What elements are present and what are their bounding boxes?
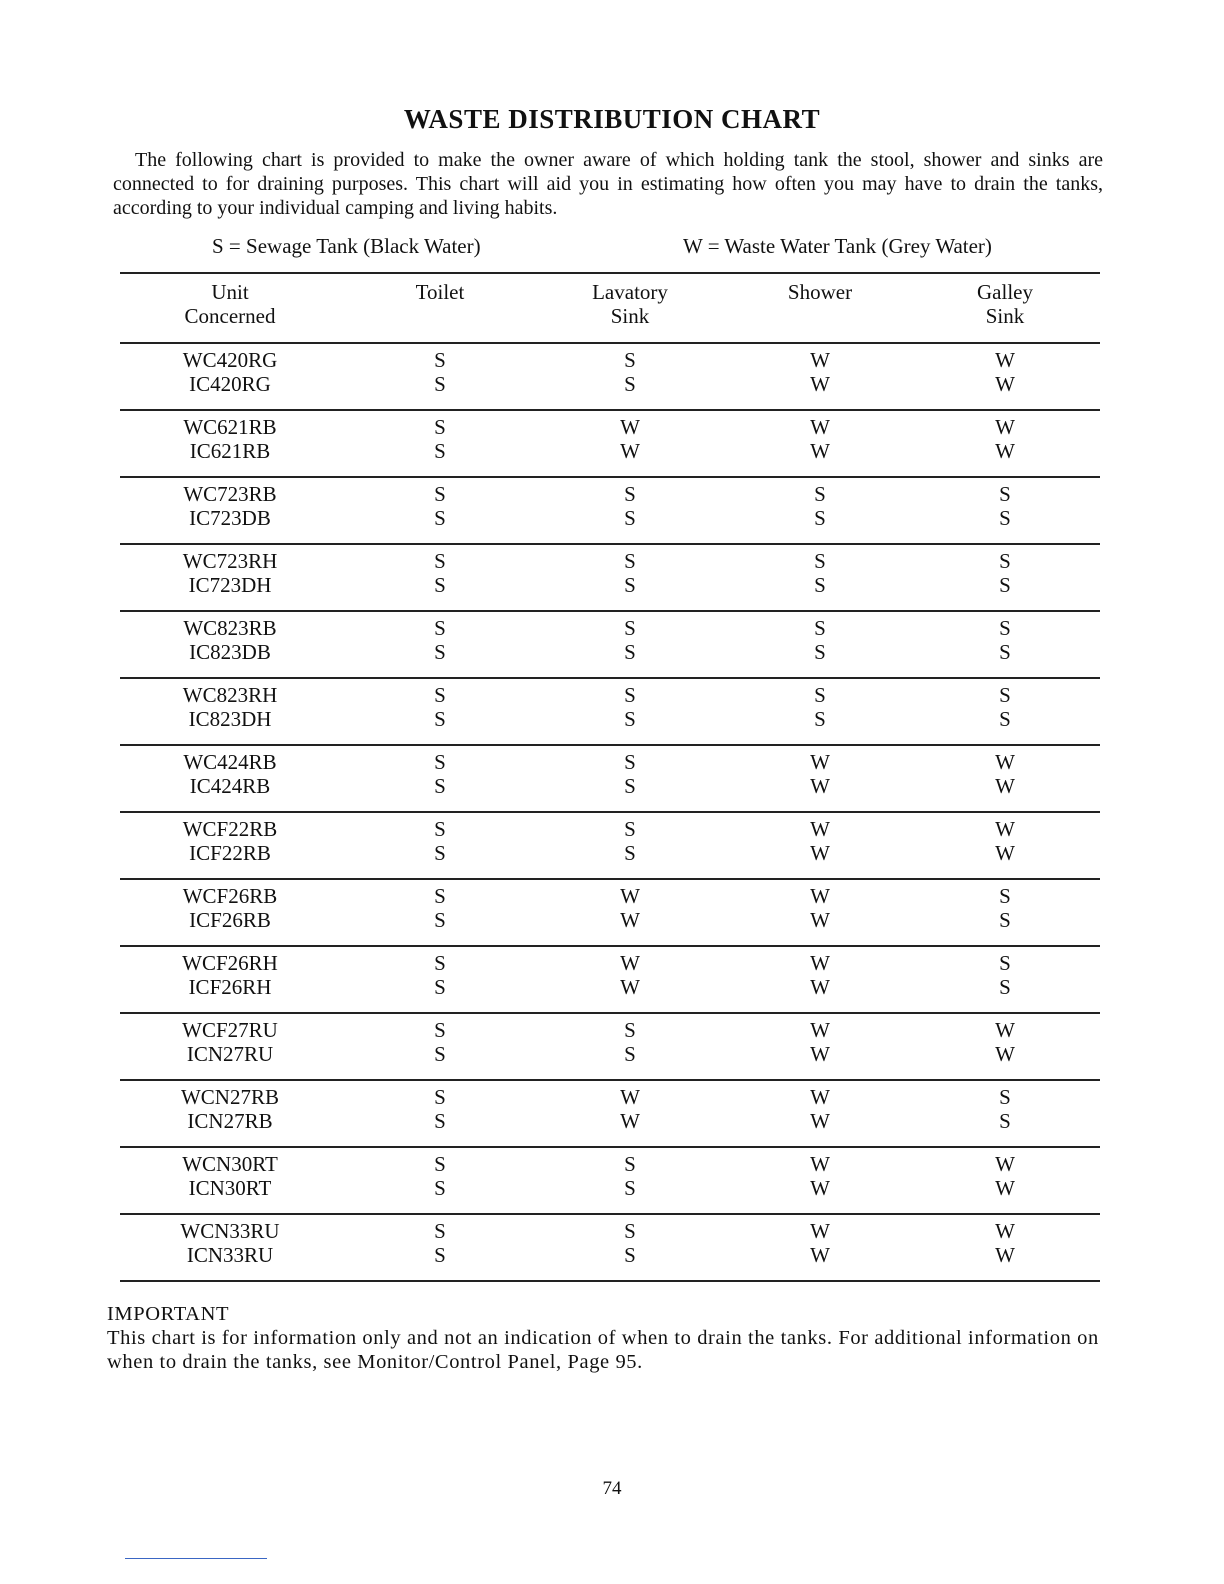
toilet-cell-value: S xyxy=(434,1243,446,1267)
toilet-cell-value: S xyxy=(434,707,446,731)
shower-cell-value: W xyxy=(810,415,830,439)
unit-cell-value: WCN33RU xyxy=(180,1219,280,1243)
unit-cell xyxy=(150,549,310,597)
unit-cell-value: IC723DH xyxy=(188,573,272,597)
important-text: This chart is for information only and not an indication of when to drain the tanks. For additional information on when to drain the tanks, see Monitor/Control Panel, Page 95. xyxy=(107,1327,1099,1373)
galley-cell-value: S xyxy=(999,640,1011,664)
toilet-cell-value: S xyxy=(434,348,446,372)
toilet-cell-value: S xyxy=(434,908,446,932)
lavatory-cell-value: S xyxy=(624,817,636,841)
header-galley-line-2: Sink xyxy=(985,304,1025,328)
shower-cell-value: W xyxy=(810,1176,830,1200)
important-note xyxy=(107,1302,1102,1374)
galley-cell-value: W xyxy=(995,750,1015,774)
shower-cell-value: W xyxy=(810,372,830,396)
lavatory-cell xyxy=(570,1085,690,1133)
shower-cell-value: W xyxy=(810,439,830,463)
table-rule xyxy=(120,1280,1100,1282)
galley-cell-value: S xyxy=(999,707,1011,731)
toilet-cell-value: S xyxy=(434,506,446,530)
header-toilet-line-1: Toilet xyxy=(415,280,465,304)
toilet-cell-value: S xyxy=(434,750,446,774)
galley-cell xyxy=(950,750,1060,798)
galley-cell-value: W xyxy=(995,841,1015,865)
unit-cell-value: IC424RB xyxy=(189,774,271,798)
header-unit-line-1: Unit xyxy=(211,280,249,304)
lavatory-cell-value: S xyxy=(624,683,636,707)
unit-cell-value: ICF26RH xyxy=(188,975,272,999)
lavatory-cell-value: S xyxy=(624,482,636,506)
toilet-cell-value: S xyxy=(434,640,446,664)
galley-cell-value: S xyxy=(999,884,1011,908)
lavatory-cell-value: W xyxy=(620,1085,640,1109)
header-lavatory-line-1: Lavatory xyxy=(592,280,668,304)
shower-cell xyxy=(760,1085,880,1133)
unit-cell xyxy=(150,884,310,932)
shower-cell xyxy=(760,750,880,798)
toilet-cell-value: S xyxy=(434,683,446,707)
unit-cell-value: WCF26RH xyxy=(182,951,278,975)
galley-cell-value: S xyxy=(999,573,1011,597)
header-galley xyxy=(950,280,1060,328)
unit-cell-value: WCF26RB xyxy=(182,884,278,908)
unit-cell-value: IC621RB xyxy=(189,439,271,463)
table-row-group xyxy=(120,1148,1100,1213)
unit-cell-value: ICN30RT xyxy=(188,1176,272,1200)
unit-cell-value: WC823RB xyxy=(183,616,277,640)
lavatory-cell-value: W xyxy=(620,884,640,908)
toilet-cell-value: S xyxy=(434,817,446,841)
toilet-cell-value: S xyxy=(434,372,446,396)
toilet-cell xyxy=(390,482,490,530)
toilet-cell xyxy=(390,1085,490,1133)
toilet-cell xyxy=(390,750,490,798)
toilet-cell-value: S xyxy=(434,616,446,640)
galley-cell-value: W xyxy=(995,817,1015,841)
shower-cell-value: S xyxy=(814,482,826,506)
lavatory-cell xyxy=(570,683,690,731)
toilet-cell xyxy=(390,1152,490,1200)
galley-cell-value: W xyxy=(995,774,1015,798)
galley-cell-value: S xyxy=(999,1109,1011,1133)
galley-cell xyxy=(950,415,1060,463)
legend-sewage: S = Sewage Tank (Black Water) xyxy=(212,234,481,258)
unit-cell-value: ICN27RB xyxy=(187,1109,273,1133)
unit-cell-value: WCN30RT xyxy=(182,1152,278,1176)
lavatory-cell-value: W xyxy=(620,1109,640,1133)
unit-cell xyxy=(150,1018,310,1066)
unit-cell-value: WCF22RB xyxy=(182,817,278,841)
galley-cell xyxy=(950,951,1060,999)
header-lavatory-line-2: Sink xyxy=(610,304,650,328)
lavatory-cell xyxy=(570,549,690,597)
unit-cell-value: IC823DH xyxy=(188,707,272,731)
unit-cell xyxy=(150,683,310,731)
intro-paragraph: The following chart is provided to make the owner aware of which holding tank the stool, shower and sinks are connected to for draining purposes. This chart will aid you in estimating how often you may have to drain the tanks, according to your individual camping and living habits. xyxy=(113,149,1103,219)
shower-cell-value: W xyxy=(810,951,830,975)
shower-cell xyxy=(760,348,880,396)
header-shower xyxy=(760,280,880,304)
shower-cell-value: S xyxy=(814,640,826,664)
shower-cell xyxy=(760,683,880,731)
unit-cell-value: WC723RH xyxy=(182,549,278,573)
toilet-cell-value: S xyxy=(434,884,446,908)
shower-cell xyxy=(760,549,880,597)
lavatory-cell-value: S xyxy=(624,1042,636,1066)
galley-cell-value: W xyxy=(995,1219,1015,1243)
toilet-cell-value: S xyxy=(434,415,446,439)
shower-cell-value: S xyxy=(814,506,826,530)
toilet-cell-value: S xyxy=(434,482,446,506)
lavatory-cell-value: S xyxy=(624,616,636,640)
galley-cell xyxy=(950,549,1060,597)
lavatory-cell-value: S xyxy=(624,573,636,597)
unit-cell-value: WC420RG xyxy=(182,348,278,372)
lavatory-cell xyxy=(570,750,690,798)
unit-cell-value: ICF26RB xyxy=(189,908,271,932)
lavatory-cell xyxy=(570,1219,690,1267)
unit-cell xyxy=(150,616,310,664)
header-unit xyxy=(150,280,310,328)
toilet-cell xyxy=(390,616,490,664)
galley-cell-value: W xyxy=(995,1243,1015,1267)
lavatory-cell-value: S xyxy=(624,1018,636,1042)
shower-cell-value: W xyxy=(810,774,830,798)
unit-cell-value: IC420RG xyxy=(189,372,271,396)
lavatory-cell-value: W xyxy=(620,975,640,999)
shower-cell xyxy=(760,616,880,664)
galley-cell-value: S xyxy=(999,1085,1011,1109)
lavatory-cell-value: S xyxy=(624,1243,636,1267)
toilet-cell xyxy=(390,884,490,932)
shower-cell xyxy=(760,482,880,530)
toilet-cell-value: S xyxy=(434,549,446,573)
toilet-cell xyxy=(390,1018,490,1066)
table-row-group xyxy=(120,1014,1100,1079)
header-galley-line-1: Galley xyxy=(977,280,1033,304)
galley-cell xyxy=(950,482,1060,530)
table-row-group xyxy=(120,612,1100,677)
lavatory-cell-value: S xyxy=(624,774,636,798)
unit-cell xyxy=(150,817,310,865)
lavatory-cell-value: S xyxy=(624,1176,636,1200)
lavatory-cell-value: S xyxy=(624,1152,636,1176)
toilet-cell-value: S xyxy=(434,573,446,597)
table-row-group xyxy=(120,1215,1100,1280)
toilet-cell-value: S xyxy=(434,1018,446,1042)
table-row-group xyxy=(120,813,1100,878)
toilet-cell xyxy=(390,415,490,463)
shower-cell xyxy=(760,817,880,865)
shower-cell xyxy=(760,1152,880,1200)
lavatory-cell-value: W xyxy=(620,951,640,975)
shower-cell-value: W xyxy=(810,750,830,774)
lavatory-cell xyxy=(570,817,690,865)
page-title: WASTE DISTRIBUTION CHART xyxy=(403,104,821,134)
galley-cell-value: S xyxy=(999,506,1011,530)
unit-cell xyxy=(150,415,310,463)
lavatory-cell-value: S xyxy=(624,372,636,396)
toilet-cell-value: S xyxy=(434,1219,446,1243)
shower-cell xyxy=(760,1219,880,1267)
shower-cell-value: W xyxy=(810,1109,830,1133)
toilet-cell xyxy=(390,683,490,731)
header-lavatory xyxy=(570,280,690,328)
lavatory-cell-value: S xyxy=(624,707,636,731)
unit-cell-value: WC424RB xyxy=(183,750,277,774)
toilet-cell-value: S xyxy=(434,1109,446,1133)
lavatory-cell xyxy=(570,415,690,463)
unit-cell-value: WC621RB xyxy=(183,415,277,439)
galley-cell-value: W xyxy=(995,372,1015,396)
shower-cell xyxy=(760,884,880,932)
lavatory-cell-value: S xyxy=(624,640,636,664)
table-row-group xyxy=(120,1081,1100,1146)
toilet-cell-value: S xyxy=(434,1042,446,1066)
shower-cell-value: W xyxy=(810,1243,830,1267)
toilet-cell xyxy=(390,951,490,999)
lavatory-cell xyxy=(570,884,690,932)
unit-cell-value: WC823RH xyxy=(182,683,278,707)
header-shower-line-1: Shower xyxy=(787,280,853,304)
lavatory-cell-value: S xyxy=(624,1219,636,1243)
galley-cell-value: S xyxy=(999,482,1011,506)
galley-cell-value: S xyxy=(999,951,1011,975)
galley-cell xyxy=(950,348,1060,396)
galley-cell xyxy=(950,616,1060,664)
header-toilet xyxy=(390,280,490,304)
lavatory-cell xyxy=(570,1152,690,1200)
shower-cell xyxy=(760,951,880,999)
lavatory-cell-value: S xyxy=(624,549,636,573)
table-row-group xyxy=(120,679,1100,744)
toilet-cell-value: S xyxy=(434,1176,446,1200)
galley-cell xyxy=(950,1219,1060,1267)
table-row-group xyxy=(120,880,1100,945)
table-row-group xyxy=(120,746,1100,811)
unit-cell-value: IC723DB xyxy=(189,506,271,530)
table-row-group xyxy=(120,411,1100,476)
toilet-cell xyxy=(390,348,490,396)
table-body xyxy=(120,342,1100,1282)
galley-cell-value: W xyxy=(995,348,1015,372)
unit-cell-value: WCF27RU xyxy=(182,1018,278,1042)
unit-cell xyxy=(150,951,310,999)
galley-cell xyxy=(950,1085,1060,1133)
lavatory-cell xyxy=(570,1018,690,1066)
galley-cell xyxy=(950,884,1060,932)
shower-cell-value: S xyxy=(814,616,826,640)
toilet-cell-value: S xyxy=(434,951,446,975)
unit-cell-value: IC823DB xyxy=(189,640,271,664)
legend-waste: W = Waste Water Tank (Grey Water) xyxy=(683,234,992,258)
unit-cell-value: WCN27RB xyxy=(180,1085,279,1109)
galley-cell xyxy=(950,817,1060,865)
shower-cell-value: W xyxy=(810,841,830,865)
lavatory-cell-value: W xyxy=(620,439,640,463)
unit-cell xyxy=(150,1085,310,1133)
galley-cell xyxy=(950,1018,1060,1066)
shower-cell xyxy=(760,1018,880,1066)
shower-cell-value: W xyxy=(810,1085,830,1109)
shower-cell-value: S xyxy=(814,707,826,731)
unit-cell-value: WC723RB xyxy=(183,482,277,506)
galley-cell-value: S xyxy=(999,975,1011,999)
shower-cell-value: S xyxy=(814,549,826,573)
galley-cell xyxy=(950,683,1060,731)
unit-cell-value: ICN27RU xyxy=(186,1042,274,1066)
lavatory-cell xyxy=(570,951,690,999)
galley-cell-value: W xyxy=(995,1152,1015,1176)
galley-cell-value: W xyxy=(995,1042,1015,1066)
lavatory-cell xyxy=(570,616,690,664)
shower-cell-value: W xyxy=(810,975,830,999)
unit-cell-value: ICF22RB xyxy=(189,841,271,865)
unit-cell-value: ICN33RU xyxy=(186,1243,274,1267)
galley-cell-value: W xyxy=(995,1018,1015,1042)
toilet-cell-value: S xyxy=(434,1152,446,1176)
unit-cell xyxy=(150,482,310,530)
lavatory-cell-value: W xyxy=(620,908,640,932)
table-row-group xyxy=(120,478,1100,543)
galley-cell-value: S xyxy=(999,616,1011,640)
toilet-cell-value: S xyxy=(434,841,446,865)
table-row-group xyxy=(120,947,1100,1012)
shower-cell-value: W xyxy=(810,908,830,932)
toilet-cell xyxy=(390,817,490,865)
shower-cell-value: W xyxy=(810,1219,830,1243)
table-row-group xyxy=(120,344,1100,409)
lavatory-cell-value: S xyxy=(624,348,636,372)
shower-cell-value: W xyxy=(810,1152,830,1176)
shower-cell-value: S xyxy=(814,573,826,597)
toilet-cell-value: S xyxy=(434,439,446,463)
galley-cell-value: S xyxy=(999,683,1011,707)
lavatory-cell-value: W xyxy=(620,415,640,439)
shower-cell-value: W xyxy=(810,1018,830,1042)
toilet-cell xyxy=(390,1219,490,1267)
shower-cell xyxy=(760,415,880,463)
galley-cell-value: W xyxy=(995,439,1015,463)
unit-cell xyxy=(150,1152,310,1200)
toilet-cell-value: S xyxy=(434,1085,446,1109)
lavatory-cell-value: S xyxy=(624,506,636,530)
lavatory-cell-value: S xyxy=(624,750,636,774)
lavatory-cell xyxy=(570,482,690,530)
unit-cell xyxy=(150,750,310,798)
shower-cell-value: W xyxy=(810,817,830,841)
galley-cell-value: S xyxy=(999,908,1011,932)
galley-cell-value: W xyxy=(995,415,1015,439)
header-unit-line-2: Concerned xyxy=(184,304,276,328)
unit-cell xyxy=(150,1219,310,1267)
table-row-group xyxy=(120,545,1100,610)
table-header-row xyxy=(120,274,1100,342)
waste-distribution-table xyxy=(120,272,1100,1282)
lavatory-cell xyxy=(570,348,690,396)
galley-cell xyxy=(950,1152,1060,1200)
shower-cell-value: W xyxy=(810,348,830,372)
unit-cell xyxy=(150,348,310,396)
lavatory-cell-value: S xyxy=(624,841,636,865)
toilet-cell xyxy=(390,549,490,597)
galley-cell-value: S xyxy=(999,549,1011,573)
footer-line xyxy=(125,1558,267,1559)
galley-cell-value: W xyxy=(995,1176,1015,1200)
shower-cell-value: W xyxy=(810,1042,830,1066)
shower-cell-value: S xyxy=(814,683,826,707)
page-number: 74 xyxy=(602,1478,622,1499)
toilet-cell-value: S xyxy=(434,975,446,999)
shower-cell-value: W xyxy=(810,884,830,908)
important-heading: IMPORTANT xyxy=(107,1303,230,1325)
toilet-cell-value: S xyxy=(434,774,446,798)
